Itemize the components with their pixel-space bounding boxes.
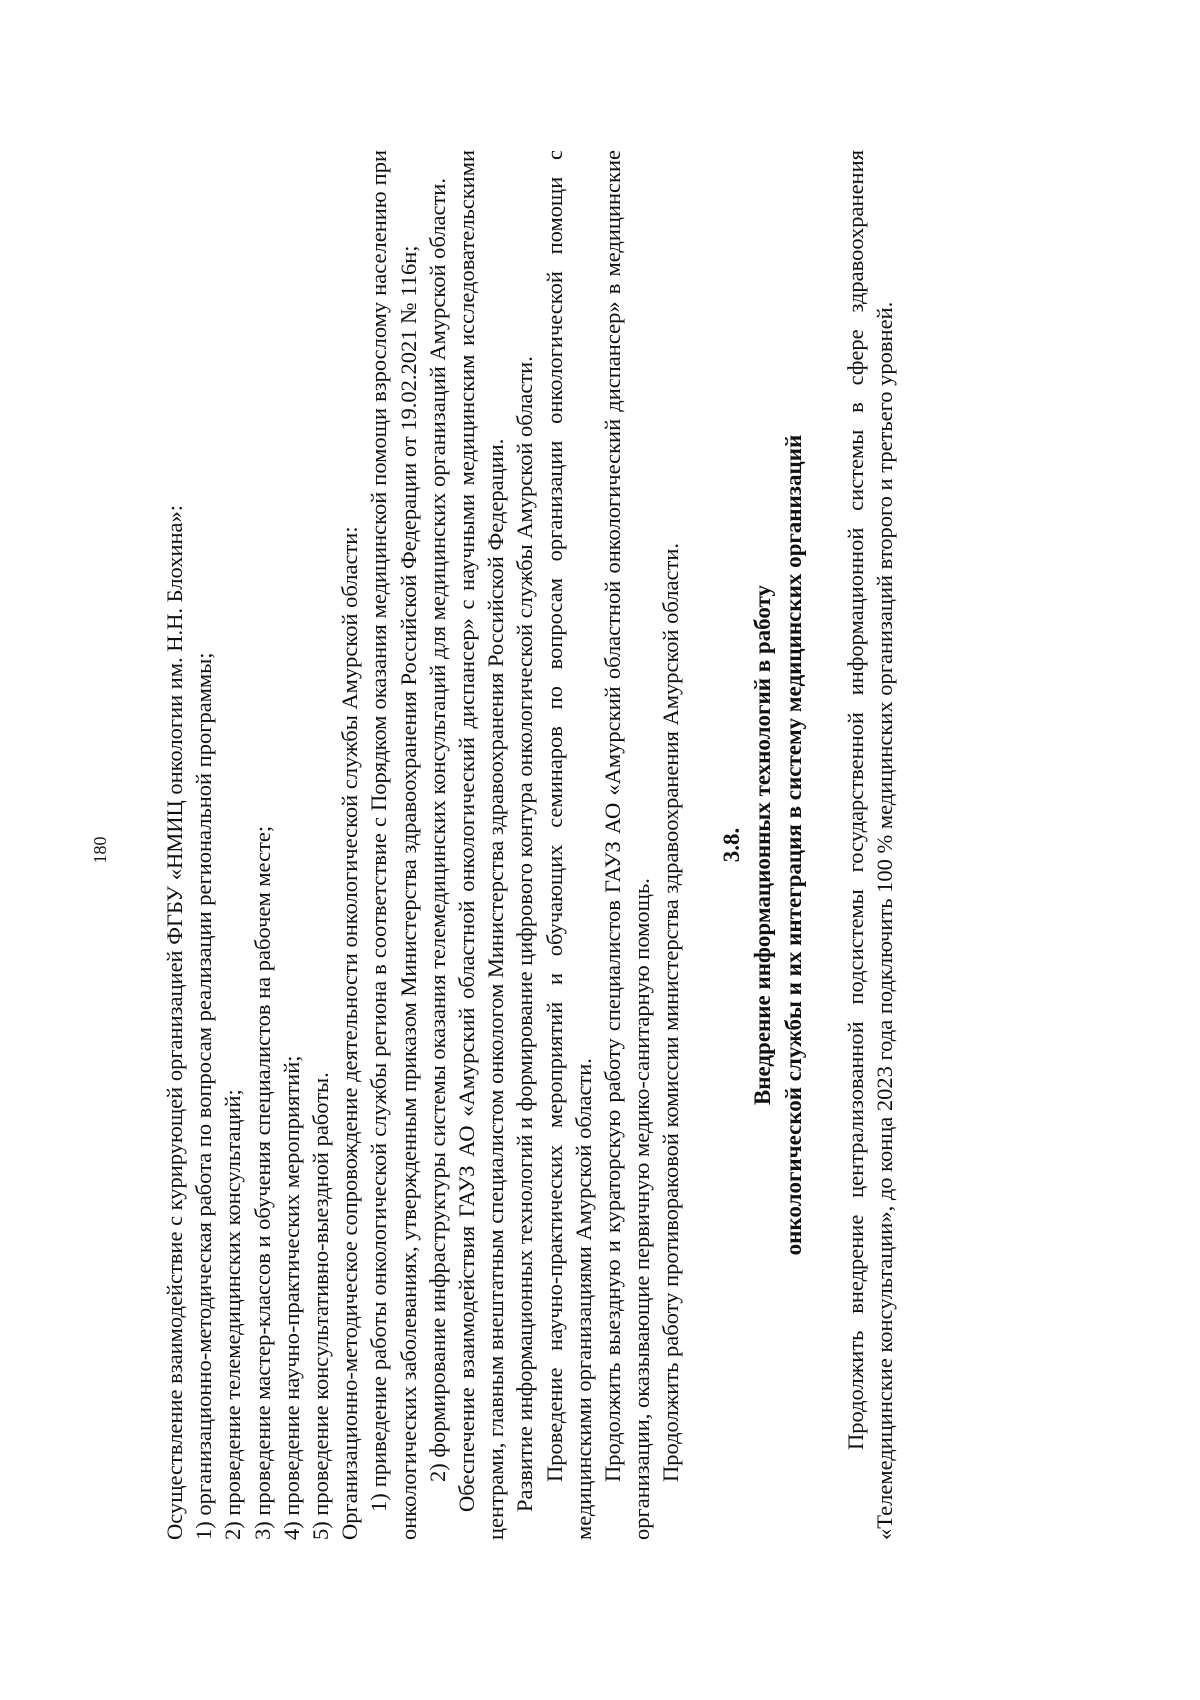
- list-item-1: 1) организационно-методическая работа по вопросам реализации региональной программы;: [191, 652, 217, 1540]
- section-number: 3.8.: [718, 827, 744, 863]
- support-item-1: 1) приведение работы онкологической службы региона в соответствие с Порядком оказания медицинской помощи взрослому населению при онкологических заболеваниях, утвержденным приказом Министерства здравоохранения Российской Федерации от 19.02.2021 № 116н;: [366, 150, 421, 1540]
- section-heading-line-1: [716, 150, 778, 1540]
- page-number: 180: [90, 836, 110, 864]
- document-body: [160, 150, 899, 1540]
- paragraph-interaction-intro: Осуществление взаимодействие с курирующей организацией ФГБУ «НМИЦ онкологии им. Н.Н. Блохина»:: [162, 504, 187, 1540]
- section-title-line-2: онкологической службы и их интеграция в систему медицинских организаций: [780, 434, 806, 1256]
- section-title-line-1: Внедрение информационных технологий в работу: [749, 584, 775, 1106]
- list-item-2: 2) проведение телемедицинских консультаций;: [220, 1089, 246, 1540]
- paragraph-it-development: Развитие информационных технологий и формирование цифрового контура онкологической службы Амурской области.: [512, 356, 538, 1512]
- paragraph-seminars: Проведение научно-практических мероприятий и обучающих семинаров по вопросам организации онкологической помощи с медицинскими организациями Амурской области.: [541, 150, 596, 1540]
- paragraph-telemedicine: Продолжить внедрение централизованной подсистемы государственной информационной системы в сфере здравоохранения «Телемедицинские консультации», до конца 2023 года подключить 100 % медицинских организаций второго и третьего уровней.: [842, 150, 897, 1540]
- paragraph-ensuring-interaction: Обеспечение взаимодействия ГАУЗ АО «Амурский областной онкологический диспансер» с научными медицинским исследовательскими центрами, главным внештатным специалистом онкологом Министерства здравоохранения Российской Федерации.: [454, 150, 509, 1540]
- support-item-2: 2) формирование инфраструктуры системы оказания телемедицинских консультаций для медицинских организаций Амурской области.: [424, 178, 450, 1482]
- section-heading: [716, 150, 809, 1540]
- paragraph-field-work: Продолжить выездную и кураторскую работу специалистов ГАУЗ АО «Амурский областной онкологический диспансер» в медицинские организации, оказывающие первичную медико-санитарную помощь.: [600, 150, 655, 1540]
- list-item-3: 3) проведение мастер-классов и обучения специалистов на рабочем месте;: [249, 825, 275, 1540]
- list-item-5: 5) проведение консультативно-выездной работы.: [308, 1072, 334, 1540]
- paragraph-cancer-commission: Продолжить работу противораковой комиссии министерства здравоохранения Амурской области.: [658, 543, 684, 1482]
- list-item-4: 4) проведение научно-практических мероприятий;: [278, 1055, 304, 1540]
- paragraph-methodical-support: Организационно-методическое сопровождение деятельности онкологической службы Амурской области:: [337, 526, 363, 1540]
